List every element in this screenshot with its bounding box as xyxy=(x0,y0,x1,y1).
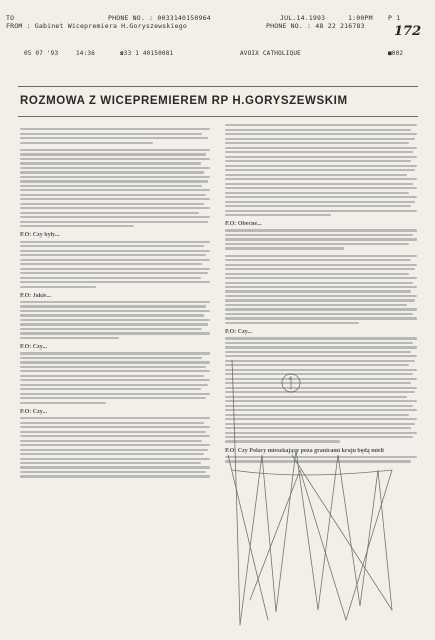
fax-date: JUL.14.1993 xyxy=(280,14,326,22)
article-title: ROZMOWA Z WICEPREMIEREM RP H.GORYSZEWSKIM xyxy=(20,95,348,107)
question-3: P.O: Czy... xyxy=(20,344,47,351)
fax2-number: ☎33 1 40150081 xyxy=(120,50,174,57)
fax-phone-number: PHONE NO. : 0033140150964 xyxy=(108,14,211,22)
handwritten-number: 172 xyxy=(394,24,422,39)
question-4: P.O: Czy... xyxy=(20,408,47,415)
fax-from-phone: PHONE NO. : 48 22 216783 xyxy=(266,22,365,30)
fax-to-label: TO xyxy=(6,14,15,22)
question-6: P.O: Czy... xyxy=(225,329,252,336)
fax-page: P 1 xyxy=(388,14,401,22)
question-1: P.O: Czy były... xyxy=(20,232,60,239)
fax2-sender: AVOIX CATHOLIQUE xyxy=(240,50,301,57)
fax2-time: 14:36 xyxy=(76,50,96,57)
question-7: P.O: Czy Polacy mieszkający poza granicami kraju będą mieli xyxy=(225,447,384,454)
fax-from: FROM : Gabinet Wicepremiera H.Goryszewskiego xyxy=(6,22,187,30)
fax2-page: ■002 xyxy=(388,50,404,57)
question-2: P.O: Jakie... xyxy=(20,292,51,299)
question-5: P.O: Obecne... xyxy=(225,221,262,228)
fax-time: 1:00PM xyxy=(348,14,373,22)
fax2-date: 05 07 '93 xyxy=(24,50,59,57)
